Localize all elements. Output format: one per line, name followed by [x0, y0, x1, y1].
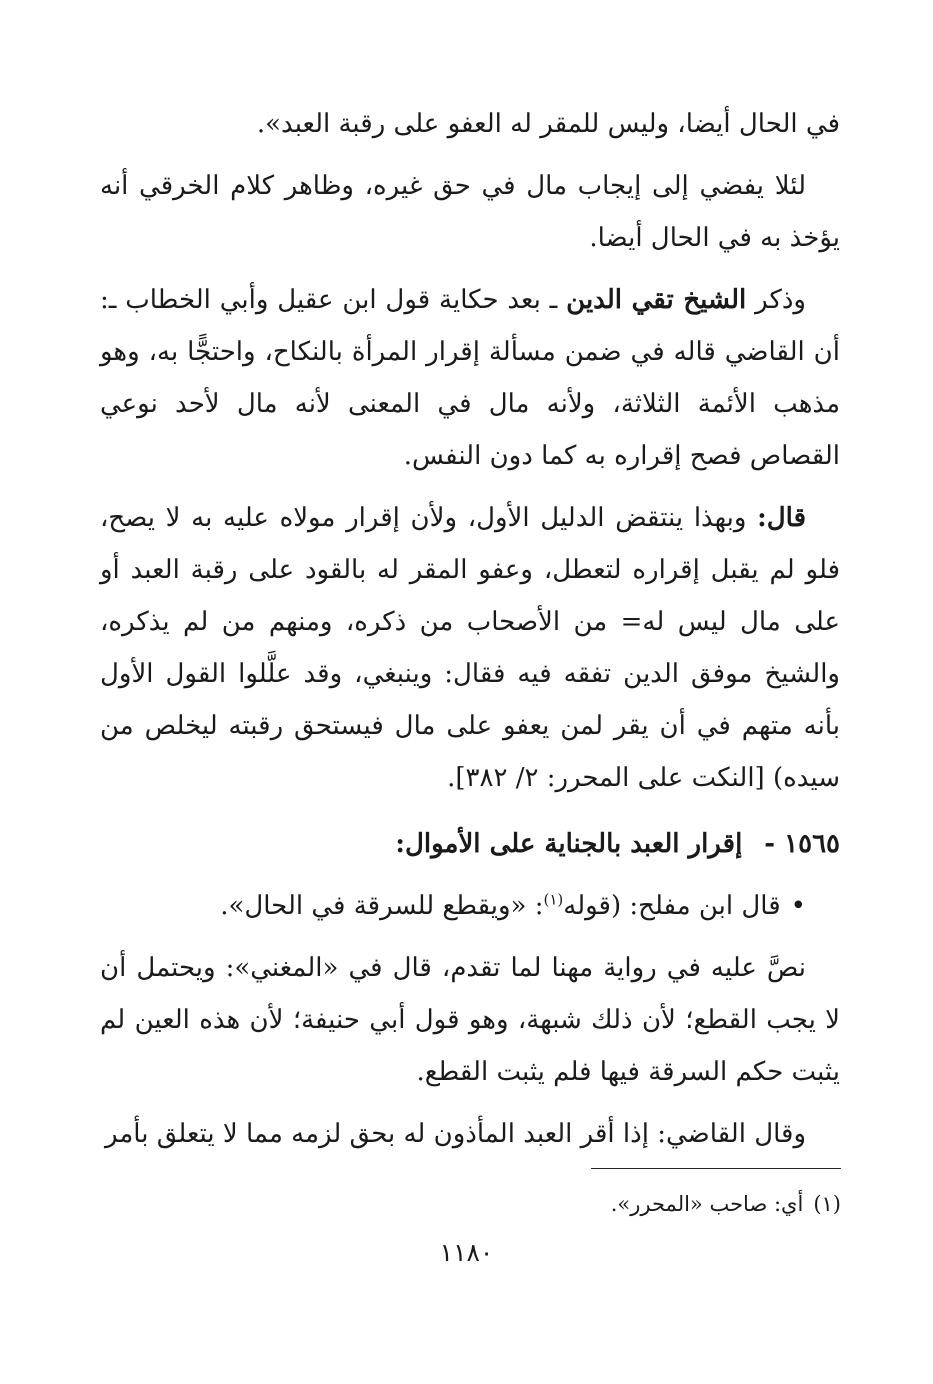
- bullet-text-after: : «ويقطع للسرقة في الحال».: [220, 891, 544, 921]
- page-body: [100, 98, 840, 1160]
- page-number: ١١٨٠: [439, 1238, 494, 1267]
- paragraph-3-prefix: وذكر: [746, 285, 806, 315]
- footnote-mark: (١): [813, 1192, 841, 1216]
- footnote-text: أي: صاحب «المحرر».: [610, 1192, 804, 1216]
- section-heading: [100, 818, 840, 870]
- footnote: [101, 1186, 841, 1222]
- paragraph-3-bold-name: الشيخ تقي الدين: [566, 285, 747, 315]
- paragraph-3-text: ـ بعد حكاية قول ابن عقيل وأبي الخطاب ـ: أن القاضي قاله في ضمن مسألة إقرار المرأة بالنكاح، واحتجًّا به، وهو مذهب الأئمة الثلاثة، ولأنه مال في المعنى لأنه مال لأحد نوعي القصاص فصح إقراره به كما دون النفس.: [100, 285, 840, 471]
- paragraph-4-text: وبهذا ينتقض الدليل الأول، ولأن إقرار مولاه عليه به لا يصح، فلو لم يقبل إقراره لتعطل، وعفو المقر له بالقود على رقبة العبد أو على مال ليس له= من الأصحاب من ذكره، ومنهم من لم يذكره، والشيخ موفق الدين تفقه فيه فقال: وينبغي، وقد علَّلوا القول الأول بأنه متهم في أن يقر لمن يعفو على مال فيستحق رقبته ليخلص من سيده) [النكت على المحرر: ٢/ ٣٨٢].: [100, 503, 840, 793]
- paragraph-4-bold-lead: قال:: [757, 503, 806, 533]
- paragraph-1: في الحال أيضا، وليس للمقر له العفو على رقبة العبد».: [256, 109, 840, 139]
- paragraph-4: [100, 492, 840, 804]
- footnote-divider: [591, 1168, 841, 1169]
- bullet-icon: •: [790, 891, 806, 921]
- section-title: إقرار العبد بالجناية على الأموال:: [395, 829, 743, 859]
- bullet-text-before: قال ابن مفلح: (قوله: [563, 891, 781, 921]
- footnote-reference: (١): [543, 890, 564, 909]
- paragraph-5: نصَّ عليه في رواية مهنا لما تقدم، قال في «المغني»: ويحتمل أن لا يجب القطع؛ لأن ذلك شبهة، وهو قول أبي حنيفة؛ لأن هذه العين لم يثبت حكم السرقة فيها فلم يثبت القطع.: [100, 953, 840, 1087]
- section-number: ١٥٦٥ -: [764, 829, 840, 859]
- paragraph-2: لئلا يفضي إلى إيجاب مال في حق غيره، وظاهر كلام الخرقي أنه يؤخذ به في الحال أيضا.: [100, 171, 840, 253]
- paragraph-3: [100, 274, 840, 482]
- paragraph-6: وقال القاضي: إذا أقر العبد المأذون له بحق لزمه مما لا يتعلق بأمر: [105, 1119, 806, 1149]
- bullet-item: [100, 880, 840, 932]
